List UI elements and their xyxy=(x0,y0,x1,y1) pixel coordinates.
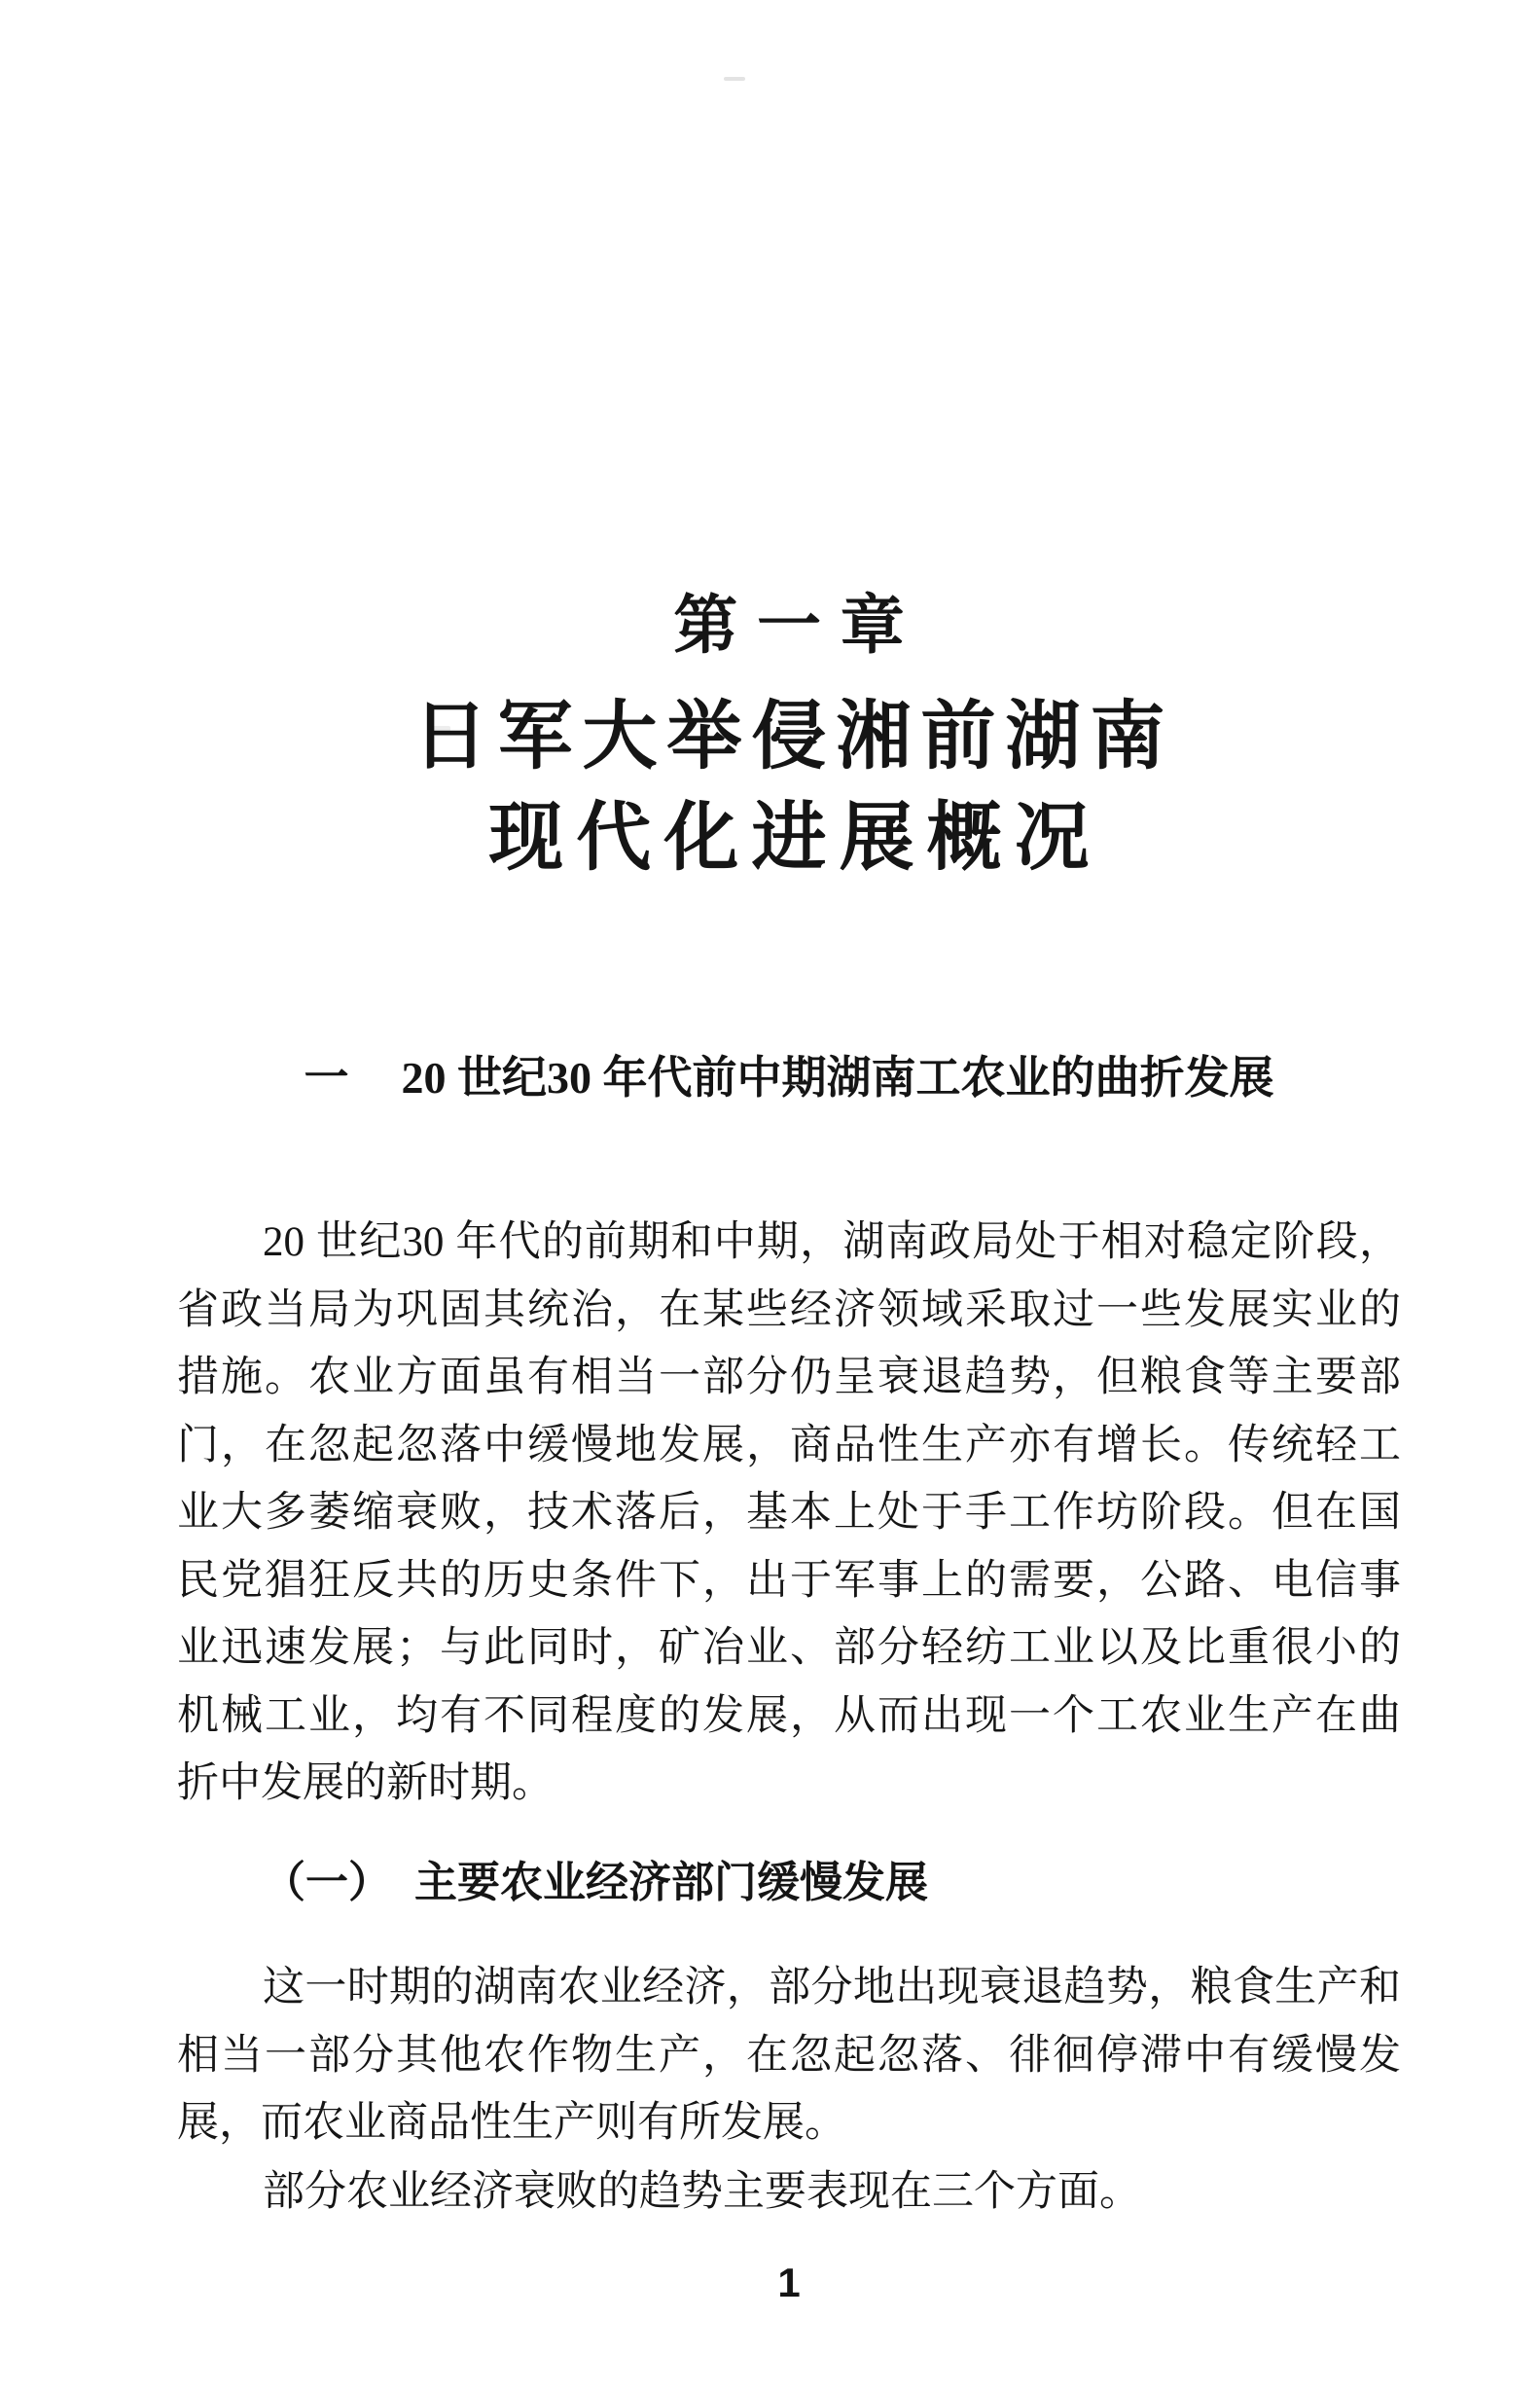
subsection-title: 主要农业经济部门缓慢发展 xyxy=(414,1859,928,1906)
paragraph-2 xyxy=(177,1954,1401,2157)
paragraph-3 xyxy=(177,2158,1401,2227)
section-heading xyxy=(177,1049,1401,1107)
text-line: 机械工业，均有不同程度的发展，从而出现一个工农业生产在曲 xyxy=(177,1692,1401,1739)
subsection-heading xyxy=(177,1856,1401,1910)
chapter-number: 第一章 xyxy=(673,591,924,662)
scan-artifact-top-dash xyxy=(724,77,745,81)
text-line: 展，而农业商品性生产则有所发展。 xyxy=(177,2100,846,2146)
text-line: 折中发展的新时期。 xyxy=(177,1760,554,1806)
text-line: 这一时期的湖南农业经济，部分地出现衰退趋势，粮食生产和 xyxy=(263,1965,1401,2010)
page-number: 1 xyxy=(777,2260,801,2305)
text-line: 业大多萎缩衰败，技术落后，基本上处于手工作坊阶段。但在国 xyxy=(177,1490,1401,1536)
text-line: 门，在忽起忽落中缓慢地发展，商品性生产亦有增长。传统轻工 xyxy=(177,1422,1401,1468)
paragraph-1 xyxy=(177,1209,1401,1818)
text-line: 部分农业经济衰败的趋势主要表现在三个方面。 xyxy=(263,2169,1141,2215)
section-index: 一 xyxy=(304,1053,349,1103)
section-title: 20 世纪30 年代前中期湖南工农业的曲折发展 xyxy=(401,1053,1274,1103)
subsection-label: （一） xyxy=(263,1859,391,1906)
chapter-title-line-2: 现代化进展概况 xyxy=(488,796,1102,880)
text-line: 20 世纪30 年代的前期和中期，湖南政局处于相对稳定阶段， xyxy=(263,1219,1401,1265)
text-line: 相当一部分其他农作物生产，在忽起忽落、徘徊停滞中有缓慢发 xyxy=(177,2032,1401,2079)
text-line: 省政当局为巩固其统治，在某些经济领域采取过一些发展实业的 xyxy=(177,1286,1401,1333)
chapter-title-line-1: 日军大举侵湘前湖南 xyxy=(412,695,1175,779)
text-line: 措施。农业方面虽有相当一部分仍呈衰退趋势，但粮食等主要部 xyxy=(177,1355,1401,1400)
text-line: 民党猖狂反共的历史条件下，出于军事上的需要，公路、电信事 xyxy=(177,1557,1401,1604)
text-line: 业迅速发展；与此同时，矿冶业、部分轻纺工业以及比重很小的 xyxy=(177,1625,1401,1671)
